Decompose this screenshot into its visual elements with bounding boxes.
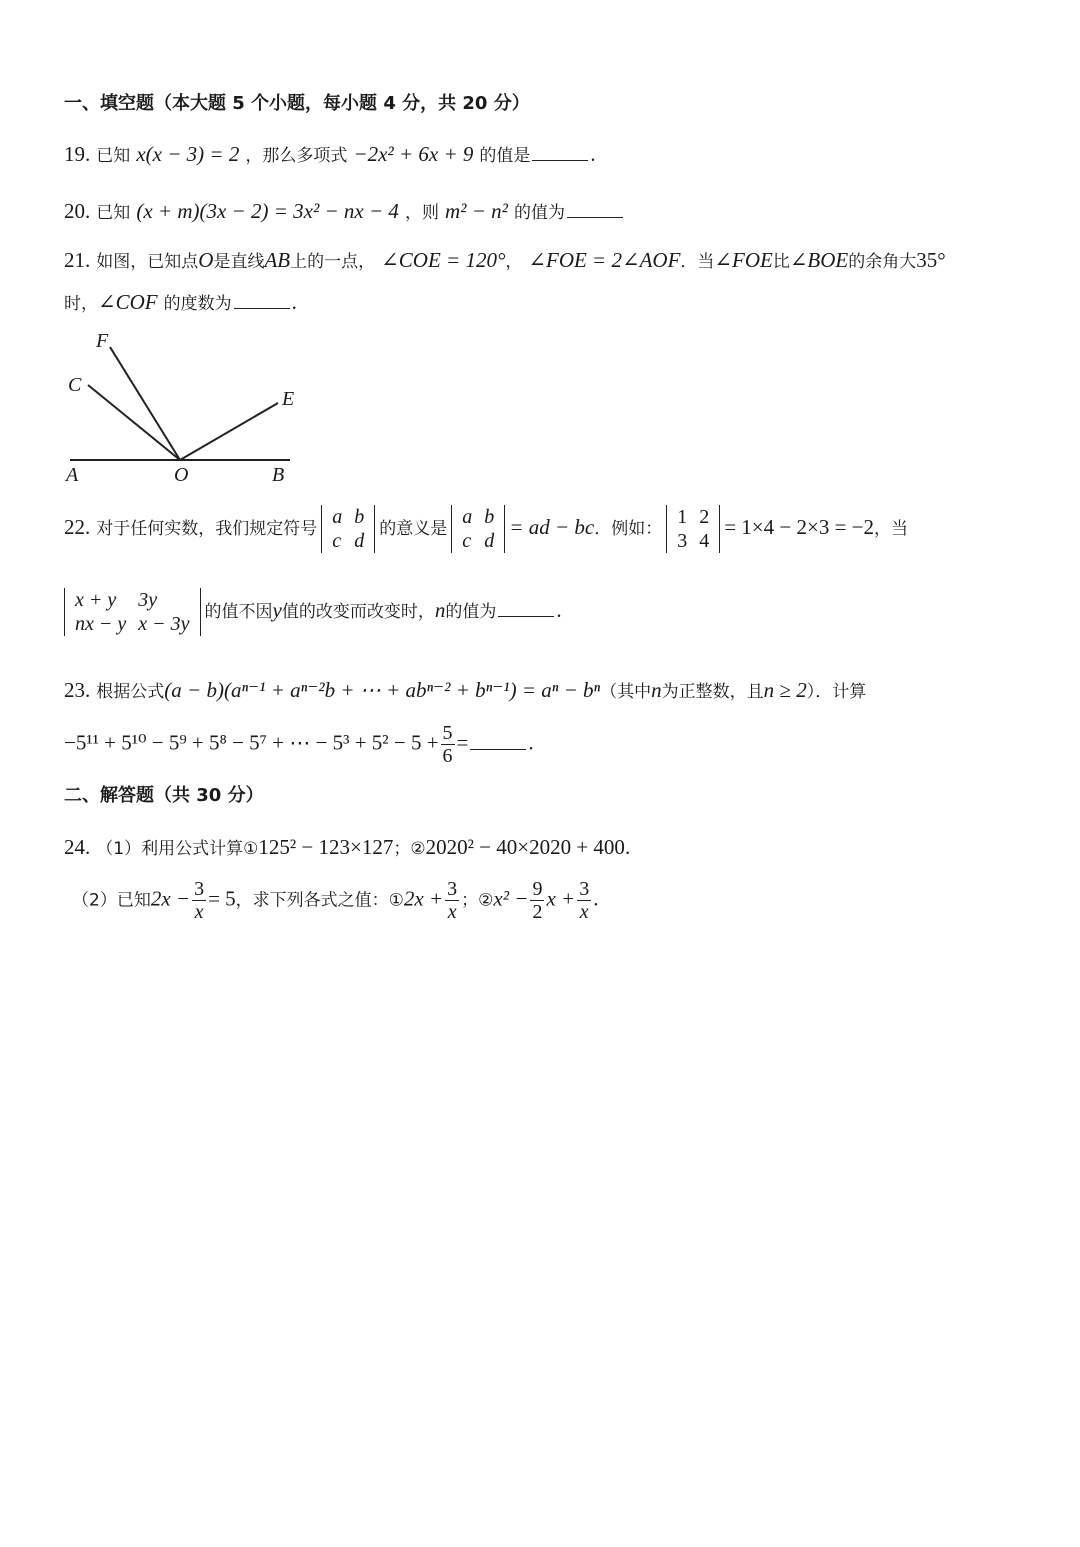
- q22-definition: = ad − bc: [509, 515, 595, 539]
- q21-text8: 的度数为: [163, 294, 232, 314]
- q22-text7: 的值为: [445, 602, 497, 622]
- q20-number: 20.: [64, 199, 91, 223]
- q22-det-example: 1 2 3 4: [666, 505, 720, 553]
- q21-point-o: O: [198, 248, 214, 272]
- question-19: 19. 已知 x(x − 3) = 2 ，那么多项式 −2x² + 6x + 9 的值是 .: [64, 142, 596, 166]
- question-23-line1: [64, 680, 866, 701]
- q21-text3: 上的一点，: [290, 252, 376, 272]
- q23-calc: −5¹¹ + 5¹⁰ − 5⁹ + 5⁸ − 5⁷ + ⋯ − 5³ + 5² − 5 +: [64, 730, 439, 755]
- q21-cond1: ∠COE = 120°: [381, 248, 506, 272]
- q20-post: 的值为: [514, 203, 565, 223]
- question-21-line2: 时，∠COF 的度数为 .: [64, 290, 297, 314]
- q22-det-symbol: a b c d: [321, 505, 375, 553]
- q21-text2: 是直线: [213, 252, 265, 272]
- ray-oc: [88, 385, 180, 460]
- label-c: C: [68, 374, 82, 396]
- q22-text3: ．例如：: [594, 519, 663, 539]
- q22-text1: 对于任何实数，我们规定符号: [96, 519, 318, 539]
- q21-text1: 如图，已知点: [96, 252, 199, 272]
- q21-number: 21.: [64, 248, 91, 272]
- q20-pre: 已知: [96, 203, 131, 223]
- q22-text6: 值的改变而改变时，: [281, 602, 435, 622]
- q21-line-ab: AB: [264, 248, 291, 272]
- q20-expr1: (x + m)(3x − 2) = 3x² − nx − 4: [136, 199, 399, 223]
- q23-condition: n ≥ 2: [763, 678, 807, 702]
- q24-expr1: 125² − 123×127: [258, 835, 394, 859]
- question-24-part1: 24. （1）利用公式计算①125² − 123×127；②2020² − 40×2020 + 400.: [64, 835, 631, 859]
- q22-example: = 1×4 − 2×3 = −2: [724, 515, 875, 539]
- ray-oe: [180, 403, 278, 460]
- q24-part1-text: （1）利用公式计算: [96, 839, 244, 859]
- q24-expr3b: = 5: [208, 886, 236, 911]
- q24-frac4: $\frac{3}{x}$: [579, 878, 590, 923]
- q22-text4: ，当: [874, 519, 909, 539]
- q23-text1: 根据公式: [96, 682, 165, 702]
- q21-text5: 比: [772, 252, 790, 272]
- section2-title: 二、解答题（共 30 分）: [64, 785, 264, 806]
- question-20: [64, 201, 625, 222]
- q21-cond5: 35°: [916, 248, 946, 272]
- q22-det-def: a b c d: [451, 505, 505, 553]
- q24-expr5a: x² −: [493, 886, 529, 911]
- label-o: O: [174, 464, 189, 486]
- q20-expr2: m² − n²: [445, 199, 508, 223]
- q24-expr3a: 2x −: [150, 886, 191, 911]
- q23-text4: ）．计算: [806, 682, 867, 702]
- question-22-line1: [64, 505, 908, 553]
- q22-det-question: x + y 3y nx − y x − 3y: [64, 588, 201, 636]
- q21-answer-blank[interactable]: [234, 307, 290, 309]
- q22-text2: 的意义是: [379, 519, 448, 539]
- question-24-part2: （2）已知2x − $\frac{3}{x}$ = 5，求下列各式之值：①2x + $\frac{3}{x}$ ；②x² − $\frac{9}{2}$ x + $\frac{3}{x}$ .: [72, 878, 599, 923]
- q21-cond4: ∠BOE: [789, 248, 849, 272]
- q19-expr1: x(x − 3) = 2: [136, 142, 240, 166]
- q23-eq: =: [456, 730, 469, 755]
- q20-mid: ，则: [404, 203, 439, 223]
- q21-cond2: ∠FOE = 2∠AOF: [528, 248, 681, 272]
- label-f: F: [96, 330, 109, 352]
- q21-figure: [60, 325, 320, 490]
- q24-expr2: 2020² − 40×2020 + 400: [425, 835, 625, 859]
- question-22-line2: x + y 3y nx − y x − 3y 的值不因y值的改变而改变时，n的值为 .: [64, 588, 562, 636]
- ray-of: [110, 347, 180, 460]
- q19-expr2: −2x² + 6x + 9: [353, 142, 474, 166]
- q22-number: 22.: [64, 515, 91, 539]
- q21-text6: 的余角大: [848, 252, 917, 272]
- q23-fraction: $\frac{5}{6}$: [442, 722, 453, 767]
- q21-cond6: ∠COF: [98, 290, 158, 314]
- q19-mid: ，那么多项式: [245, 146, 348, 166]
- q23-text3: 为正整数，且: [661, 682, 764, 702]
- q20-answer-blank[interactable]: [567, 216, 623, 218]
- q24-part2-text: （2）已知: [72, 890, 151, 911]
- q19-pre: 已知: [96, 146, 131, 166]
- q23-var-n: n: [651, 678, 662, 702]
- q22-text5: 的值不因: [204, 602, 273, 622]
- label-a: A: [66, 464, 79, 486]
- question-23-line2: −5¹¹ + 5¹⁰ − 5⁹ + 5⁸ − 5⁷ + ⋯ − 5³ + 5² − 5 + $\frac{5}{6}$ = .: [64, 722, 534, 767]
- q22-var-n: n: [434, 598, 446, 622]
- q22-var-y: y: [272, 598, 282, 622]
- q22-answer-blank[interactable]: [498, 615, 554, 617]
- question-21-line1: 21. 如图，已知点O是直线AB上的一点， ∠COE = 120°， ∠FOE = 2∠AOF．当∠FOE比∠BOE的余角大35°: [64, 248, 946, 272]
- q24-expr5b: x +: [546, 886, 576, 911]
- section1-title: 一、填空题（本大题 5 个小题，每小题 4 分，共 20 分）: [64, 93, 530, 114]
- q24-frac1: $\frac{3}{x}$: [194, 878, 205, 923]
- q24-frac2: $\frac{3}{x}$: [447, 878, 458, 923]
- label-b: B: [272, 464, 285, 486]
- q21-cond3: ∠FOE: [714, 248, 773, 272]
- q23-text2: （其中: [600, 682, 652, 702]
- q21-text4: ．当: [680, 252, 715, 272]
- q23-number: 23.: [64, 678, 91, 702]
- q19-number: 19.: [64, 142, 91, 166]
- q23-formula: (a − b)(aⁿ⁻¹ + aⁿ⁻²b + ⋯ + abⁿ⁻² + bⁿ⁻¹) = aⁿ − bⁿ: [164, 678, 601, 702]
- q24-frac3: $\frac{9}{2}$: [532, 878, 543, 923]
- q21-text7: 时，: [64, 294, 98, 314]
- label-e: E: [282, 388, 295, 410]
- q24-text: ，求下列各式之值：: [235, 890, 389, 911]
- q24-number: 24.: [64, 835, 91, 859]
- q19-answer-blank[interactable]: [532, 159, 588, 161]
- q24-expr4: 2x +: [403, 886, 444, 911]
- q19-post: 的值是: [479, 146, 531, 166]
- q23-answer-blank[interactable]: [470, 748, 526, 750]
